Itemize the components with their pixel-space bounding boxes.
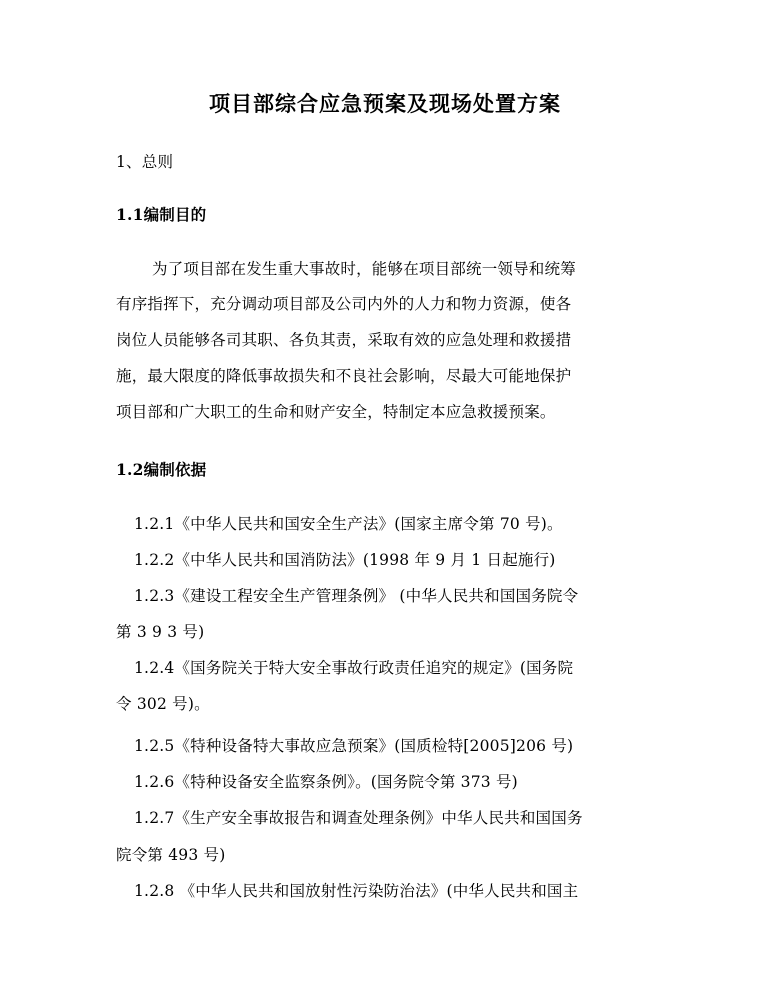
- section-heading-1-2: 1.2编制依据: [116, 460, 207, 479]
- purpose-line: 岗位人员能够各司其职、各负其责，采取有效的应急处理和救援措: [116, 331, 572, 349]
- basis-item: 1.2.5《特种设备特大事故应急预案》(国质检特[2005]206 号): [134, 737, 574, 755]
- section-heading-1: 1、总则: [116, 153, 174, 171]
- basis-item: 1.2.3《建设工程安全生产管理条例》 (中华人民共和国国务院令: [134, 587, 579, 605]
- purpose-line: 有序指挥下，充分调动项目部及公司内外的人力和物力资源，使各: [116, 295, 572, 313]
- basis-item-continuation: 令 302 号)。: [116, 695, 210, 713]
- basis-item: 1.2.2《中华人民共和国消防法》(1998 年 9 月 1 日起施行): [134, 551, 556, 569]
- basis-item: 1.2.6《特种设备安全监察条例》。(国务院令第 373 号): [134, 773, 518, 791]
- purpose-line: 施，最大限度的降低事故损失和不良社会影响，尽最大可能地保护: [116, 367, 572, 385]
- section-heading-1-1: 1.1编制目的: [116, 205, 207, 224]
- purpose-line: 为了项目部在发生重大事故时，能够在项目部统一领导和统筹: [152, 260, 576, 278]
- basis-item: 1.2.8 《中华人民共和国放射性污染防治法》(中华人民共和国主: [134, 882, 579, 900]
- basis-item-continuation: 第 3 9 3 号): [116, 623, 205, 641]
- purpose-line: 项目部和广大职工的生命和财产安全，特制定本应急救援预案。: [116, 403, 556, 421]
- basis-item: 1.2.1《中华人民共和国安全生产法》(国家主席令第 70 号)。: [134, 515, 563, 533]
- basis-item: 1.2.7《生产安全事故报告和调查处理条例》中华人民共和国国务: [134, 809, 583, 827]
- document-title: 项目部综合应急预案及现场处置方案: [209, 91, 561, 116]
- basis-item-continuation: 院令第 493 号): [116, 846, 226, 864]
- basis-item: 1.2.4《国务院关于特大安全事故行政责任追究的规定》(国务院: [134, 659, 574, 677]
